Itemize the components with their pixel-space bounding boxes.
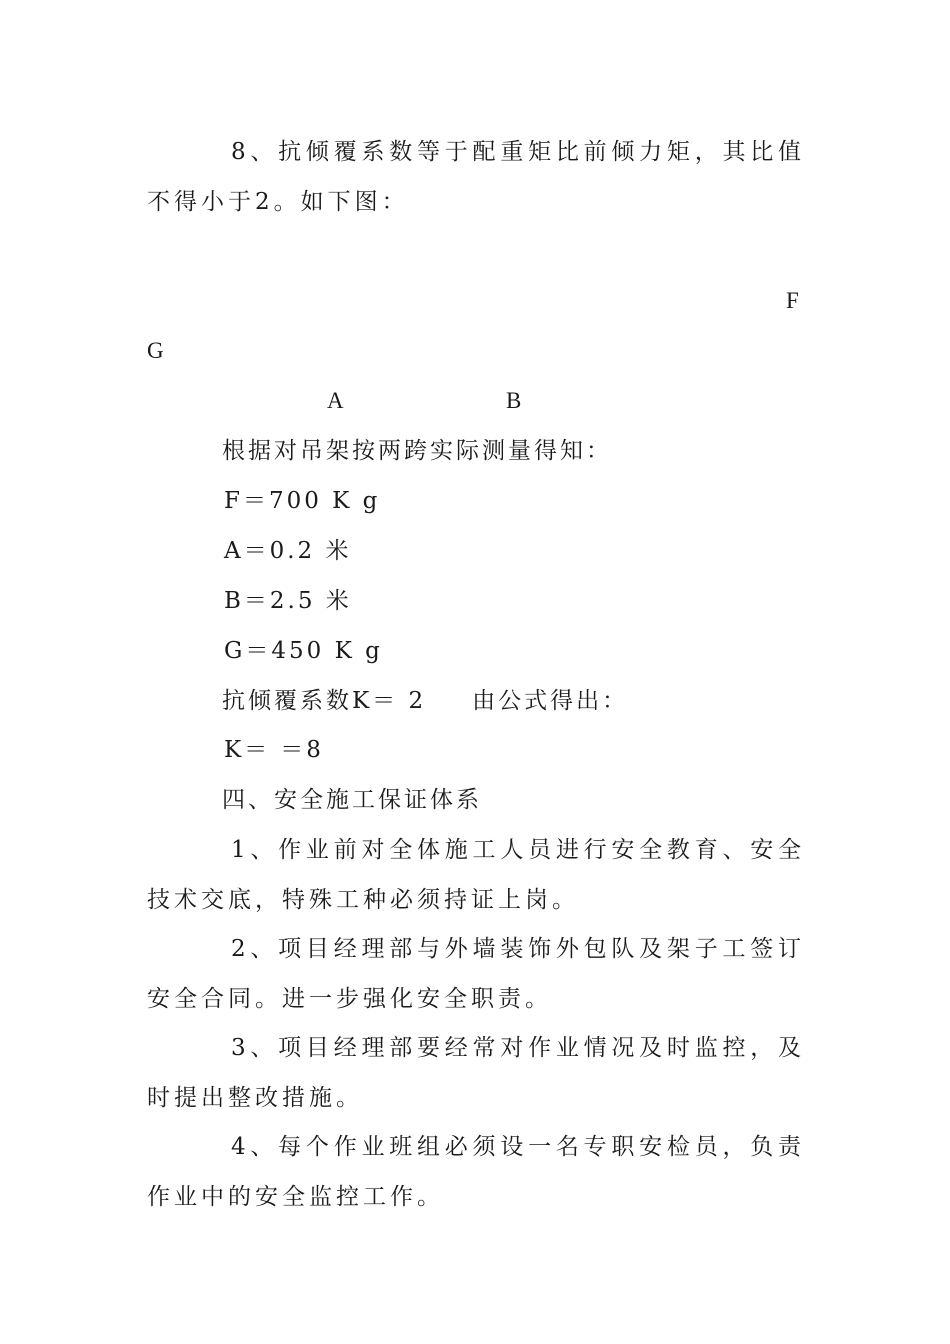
measurement-intro: 根据对吊架按两跨实际测量得知： [222, 438, 612, 464]
section-4-item-3: 3、项目经理部要经常对作业情况及时监控，及时提出整改措施。 [147, 1035, 805, 1111]
section-4-item-1: 1、作业前对全体施工人员进行安全教育、安全技术交底，特殊工种必须持证上岗。 [147, 837, 805, 913]
diagram-label-g: G [147, 338, 164, 363]
measurement-g: G＝450 K g [224, 638, 383, 664]
k-result-line [224, 735, 324, 765]
k-result-left: K＝ [224, 737, 271, 763]
diagram-label-b: B [506, 388, 522, 413]
diagram-label-a: A [327, 388, 344, 413]
k-coefficient-line [222, 686, 628, 716]
section-4-heading: 四、安全施工保证体系 [222, 787, 482, 813]
section-4-item-2: 2、项目经理部与外墙装饰外包队及架子工签订安全合同。进一步强化安全职责。 [147, 936, 805, 1012]
k-coefficient-label: 抗倾覆系数K＝ 2 [222, 688, 427, 714]
measurement-f: F＝700 K g [224, 488, 381, 514]
item-8-paragraph: 8、抗倾覆系数等于配重矩比前倾力矩，其比值不得小于2。如下图： [147, 139, 805, 215]
formula-note: 由公式得出： [472, 688, 629, 714]
k-result-right: ＝8 [280, 737, 324, 763]
section-4-item-4: 4、每个作业班组必须设一名专职安检员，负责作业中的安全监控工作。 [147, 1134, 805, 1210]
measurement-a: A＝0.2 米 [224, 538, 352, 564]
measurement-b: B＝2.5 米 [224, 588, 352, 614]
diagram-label-f: F [786, 288, 799, 313]
